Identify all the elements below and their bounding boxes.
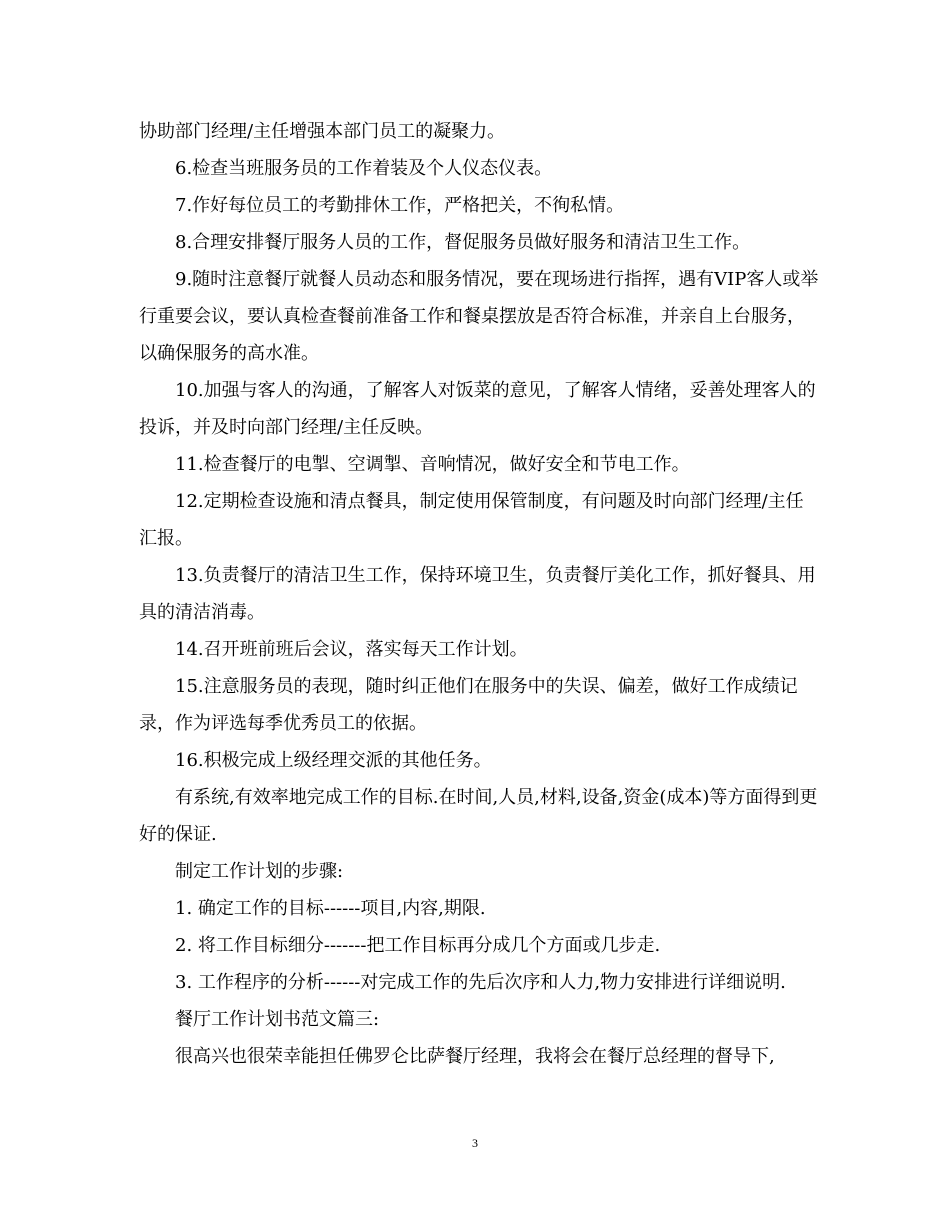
step-item-2: 2. 将工作目标细分-------把工作目标再分成几个方面或几步走. bbox=[175, 935, 661, 956]
document-body bbox=[139, 113, 819, 1075]
list-item-13: 13.负责餐厅的清洁卫生工作，保持环境卫生，负责餐厅美化工作，抓好餐具、用具的清洁消毒。 bbox=[139, 565, 816, 623]
list-item-9: 9.随时注意餐厅就餐人员动态和服务情况，要在现场进行指挥，遇有VIP客人或举行重要会议，要认真检查餐前准备工作和餐桌摆放是否符合标准，并亲自上台服务，以确保服务的高水准。 bbox=[139, 269, 819, 364]
list-item-10: 10.加强与客人的沟通，了解客人对饭菜的意见，了解客人情绪，妥善处理客人的投诉，并及时向部门经理/主任反映。 bbox=[139, 380, 816, 438]
step-item-1: 1. 确定工作的目标------项目,内容,期限. bbox=[175, 898, 486, 919]
list-item-8: 8.合理安排餐厅服务人员的工作，督促服务员做好服务和清洁卫生工作。 bbox=[175, 232, 751, 253]
list-item-12: 12.定期检查设施和清点餐具，制定使用保管制度，有问题及时向部门经理/主任汇报。 bbox=[139, 491, 804, 549]
paragraph-plan-goal: 有系统,有效率地完成工作的目标.在时间,人员,材料,设备,资金(成本)等方面得到更好的保证. bbox=[139, 787, 818, 845]
list-item-6: 6.检查当班服务员的工作着装及个人仪态仪表。 bbox=[175, 158, 553, 179]
list-item-7: 7.作好每位员工的考勤排休工作，严格把关，不徇私情。 bbox=[175, 195, 625, 216]
paragraph-continuation: 协助部门经理/主任增强本部门员工的凝聚力。 bbox=[139, 121, 506, 142]
step-item-3: 3. 工作程序的分析------对完成工作的先后次序和人力,物力安排进行详细说明. bbox=[175, 972, 786, 993]
list-item-11: 11.检查餐厅的电掣、空调掣、音响情况，做好安全和节电工作。 bbox=[175, 454, 690, 475]
page-number: 3 bbox=[472, 1136, 478, 1150]
section-heading-plan-steps: 制定工作计划的步骤: bbox=[175, 861, 344, 882]
list-item-14: 14.召开班前班后会议，落实每天工作计划。 bbox=[175, 639, 528, 660]
paragraph-intro: 很高兴也很荣幸能担任佛罗仑比萨餐厅经理，我将会在餐厅总经理的督导下, bbox=[175, 1046, 775, 1067]
section-heading-sample-three: 餐厅工作计划书范文篇三: bbox=[175, 1009, 380, 1030]
list-item-15: 15.注意服务员的表现，随时纠正他们在服务中的失误、偏差，做好工作成绩记录，作为评选每季优秀员工的依据。 bbox=[139, 676, 798, 734]
list-item-16: 16.积极完成上级经理交派的其他任务。 bbox=[175, 750, 492, 771]
